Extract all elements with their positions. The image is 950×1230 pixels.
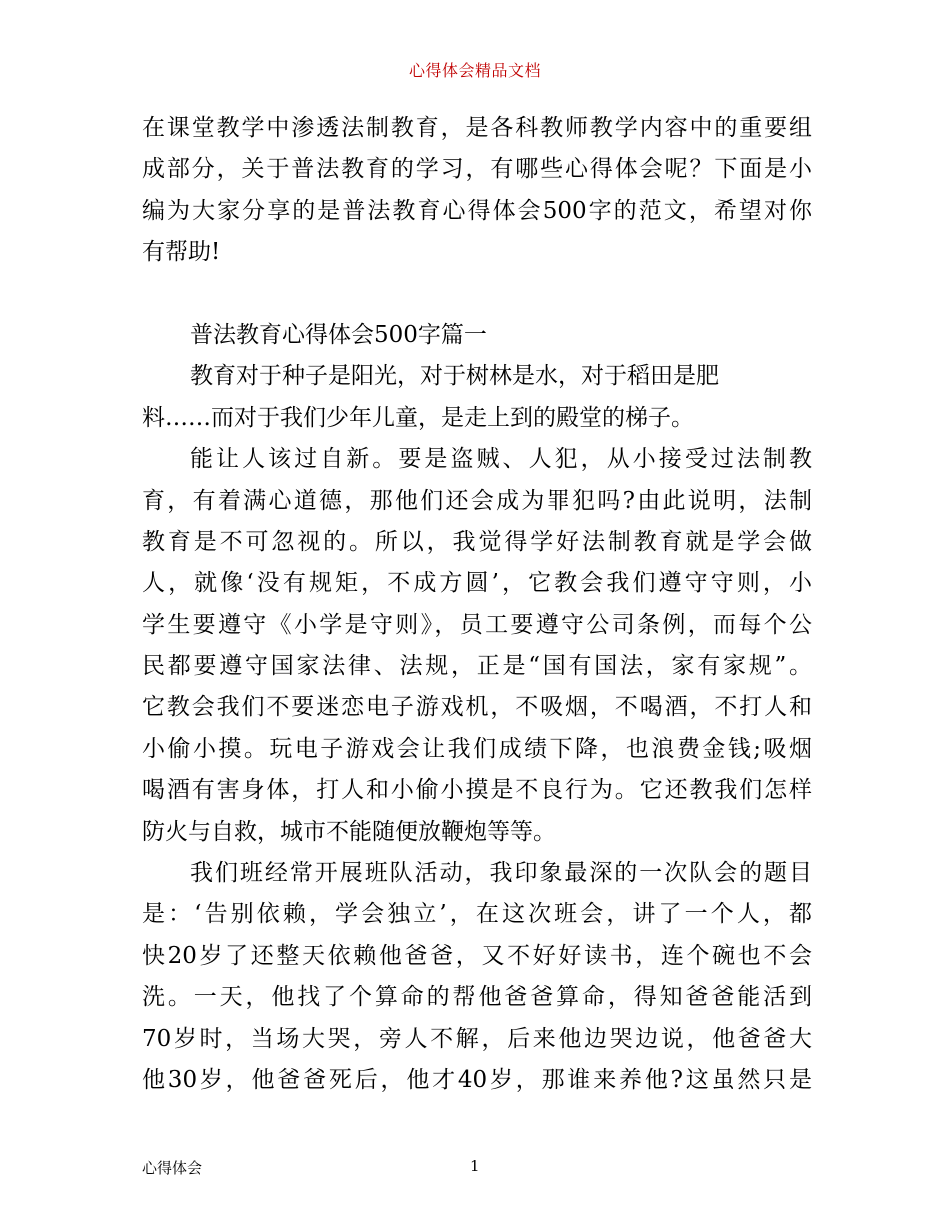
section-title: 普法教育心得体会500字篇一 [190, 321, 487, 348]
text-line: 快20岁了还整天依赖他爸爸，又不好好读书，连个碗也不会 [142, 942, 812, 969]
document-body [142, 108, 812, 1101]
text-line: 我们班经常开展班队活动，我印象最深的一次队会的题目 [190, 860, 812, 887]
text-line: 70岁时，当场大哭，旁人不解，后来他边哭边说，他爸爸大 [142, 1025, 812, 1052]
document-header-title: 心得体会精品文档 [408, 61, 541, 80]
page-number: 1 [470, 1157, 480, 1175]
text-line: 编为大家分享的是普法教育心得体会500字的范文，希望对你 [142, 197, 812, 224]
text-line: 它教会我们不要迷恋电子游戏机，不吸烟，不喝酒，不打人和 [142, 694, 812, 721]
text-line: 教育是不可忽视的。所以，我觉得学好法制教育就是学会做 [142, 528, 812, 555]
text-line: 喝酒有害身体，打人和小偷小摸是不良行为。它还教我们怎样 [142, 777, 812, 804]
blank-line [142, 274, 812, 315]
text-line: 是：‘告别依赖，学会独立’，在这次班会，讲了一个人，都 [142, 901, 812, 928]
text-line: 人，就像‘没有规矩，不成方圆’，它教会我们遵守守则，小 [142, 570, 812, 597]
text-line: 民都要遵守国家法律、法规，正是“国有国法，家有家规”。 [142, 653, 812, 680]
text-line: 洗。一天，他找了个算命的帮他爸爸算命，得知爸爸能活到 [142, 984, 812, 1011]
text-line: 学生要遵守《小学是守则》，员工要遵守公司条例，而每个公 [142, 611, 812, 638]
text-line: 小偷小摸。玩电子游戏会让我们成绩下降，也浪费金钱;吸烟 [142, 735, 812, 762]
text-line: 能让人该过自新。要是盗贼、人犯，从小接受过法制教 [190, 446, 812, 473]
text-line: 在课堂教学中渗透法制教育，是各科教师教学内容中的重要组 [142, 115, 812, 141]
text-line: 教育对于种子是阳光，对于树林是水，对于稻田是肥 [190, 363, 719, 390]
text-line: 料……而对于我们少年儿童，是走上到的殿堂的梯子。 [142, 404, 694, 431]
text-line: 育，有着满心道德，那他们还会成为罪犯吗?由此说明，法制 [142, 487, 812, 514]
text-line: 他30岁，他爸爸死后，他才40岁，那谁来养他?这虽然只是 [142, 1066, 812, 1093]
text-line: 防火与自救，城市不能随便放鞭炮等等。 [142, 818, 556, 845]
footer-label: 心得体会 [142, 1159, 203, 1177]
text-line: 有帮助! [142, 239, 221, 266]
text-line: 成部分，关于普法教育的学习，有哪些心得体会呢？下面是小 [142, 156, 812, 183]
